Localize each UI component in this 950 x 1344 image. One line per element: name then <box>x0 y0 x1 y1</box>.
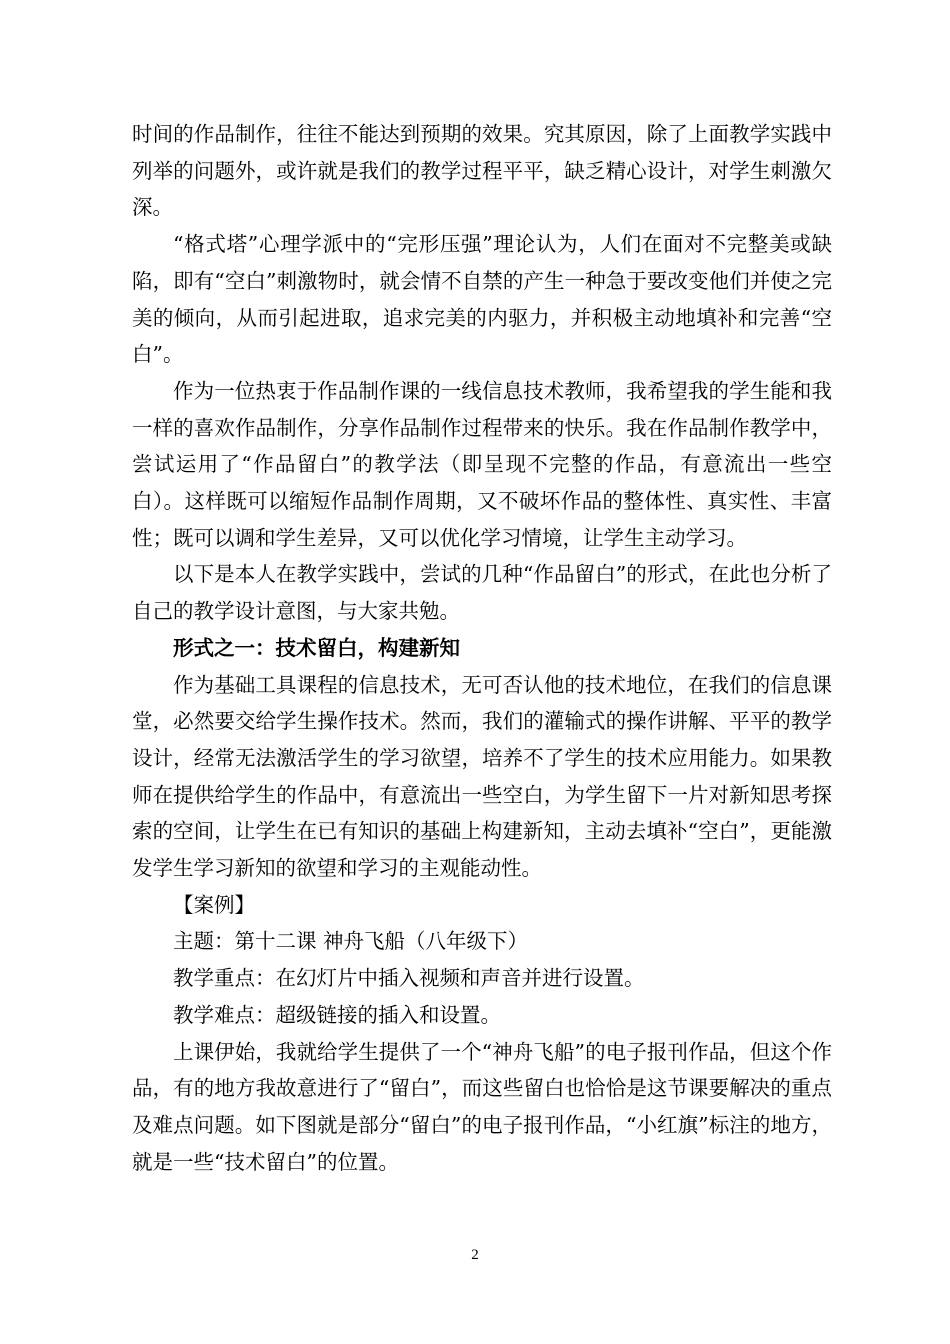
paragraph-introduction: 以下是本人在教学实践中，尝试的几种“作品留白”的形式，在此也分析了自己的教学设计意图，与大家共勉。 <box>132 562 832 624</box>
case-key-point: 教学重点：在幻灯片中插入视频和声音并进行设置。 <box>173 966 645 991</box>
paragraph-continuation: 时间的作品制作，往往不能达到预期的效果。究其原因，除了上面教学实践中列举的问题外，或许就是我们的教学过程平平，缺乏精心设计，对学生刺激欠深。 <box>132 122 832 220</box>
case-difficulty: 教学难点：超级链接的插入和设置。 <box>173 1002 501 1027</box>
paragraph-case-description: 上课伊始，我就给学生提供了一个“神舟飞船”的电子报刊作品，但这个作品，有的地方我故意进行了“留白”，而这些留白也恰恰是这节课要解决的重点及难点问题。如下图就是部分“留白”的电子报刊作品，“小红旗”标注的地方，就是一些“技术留白”的位置。 <box>132 1039 832 1174</box>
paragraph-technical-blank: 作为基础工具课程的信息技术，无可否认他的技术地位，在我们的信息课堂，必然要交给学生操作技术。然而，我们的灌输式的操作讲解、平平的教学设计，经常无法激活学生的学习欲望，培养不了学生的技术应用能力。如果教师在提供给学生的作品中，有意流出一些空白，为学生留下一片对新知思考探索的空间，让学生在已有知识的基础上构建新知，主动去填补“空白”，更能激发学生学习新知的欲望和学习的主观能动性。 <box>132 672 832 881</box>
case-label: 【案例】 <box>173 892 255 917</box>
page-number: 2 <box>471 1247 479 1263</box>
paragraph-gestalt-theory: “格式塔”心理学派中的“完形压强”理论认为，人们在面对不完整美或缺陷，即有“空白”刺激物时，就会情不自禁的产生一种急于要改变他们并使之完美的倾向，从而引起进取，追求完美的内驱力，并积极主动地填补和完善“空白”。 <box>132 232 832 367</box>
paragraph-teaching-method: 作为一位热衷于作品制作课的一线信息技术教师，我希望我的学生能和我一样的喜欢作品制作，分享作品制作过程带来的快乐。我在作品制作教学中，尝试运用了“作品留白”的教学法（即呈现不完整的作品，有意流出一些空白）。这样既可以缩短作品制作周期，又不破坏作品的整体性、真实性、丰富性；既可以调和学生差异，又可以优化学习情境，让学生主动学习。 <box>132 378 832 550</box>
document-body <box>132 116 832 1180</box>
section-heading: 形式之一：技术留白，构建新知 <box>173 635 460 660</box>
case-topic: 主题：第十二课 神舟飞船（八年级下） <box>173 929 529 954</box>
